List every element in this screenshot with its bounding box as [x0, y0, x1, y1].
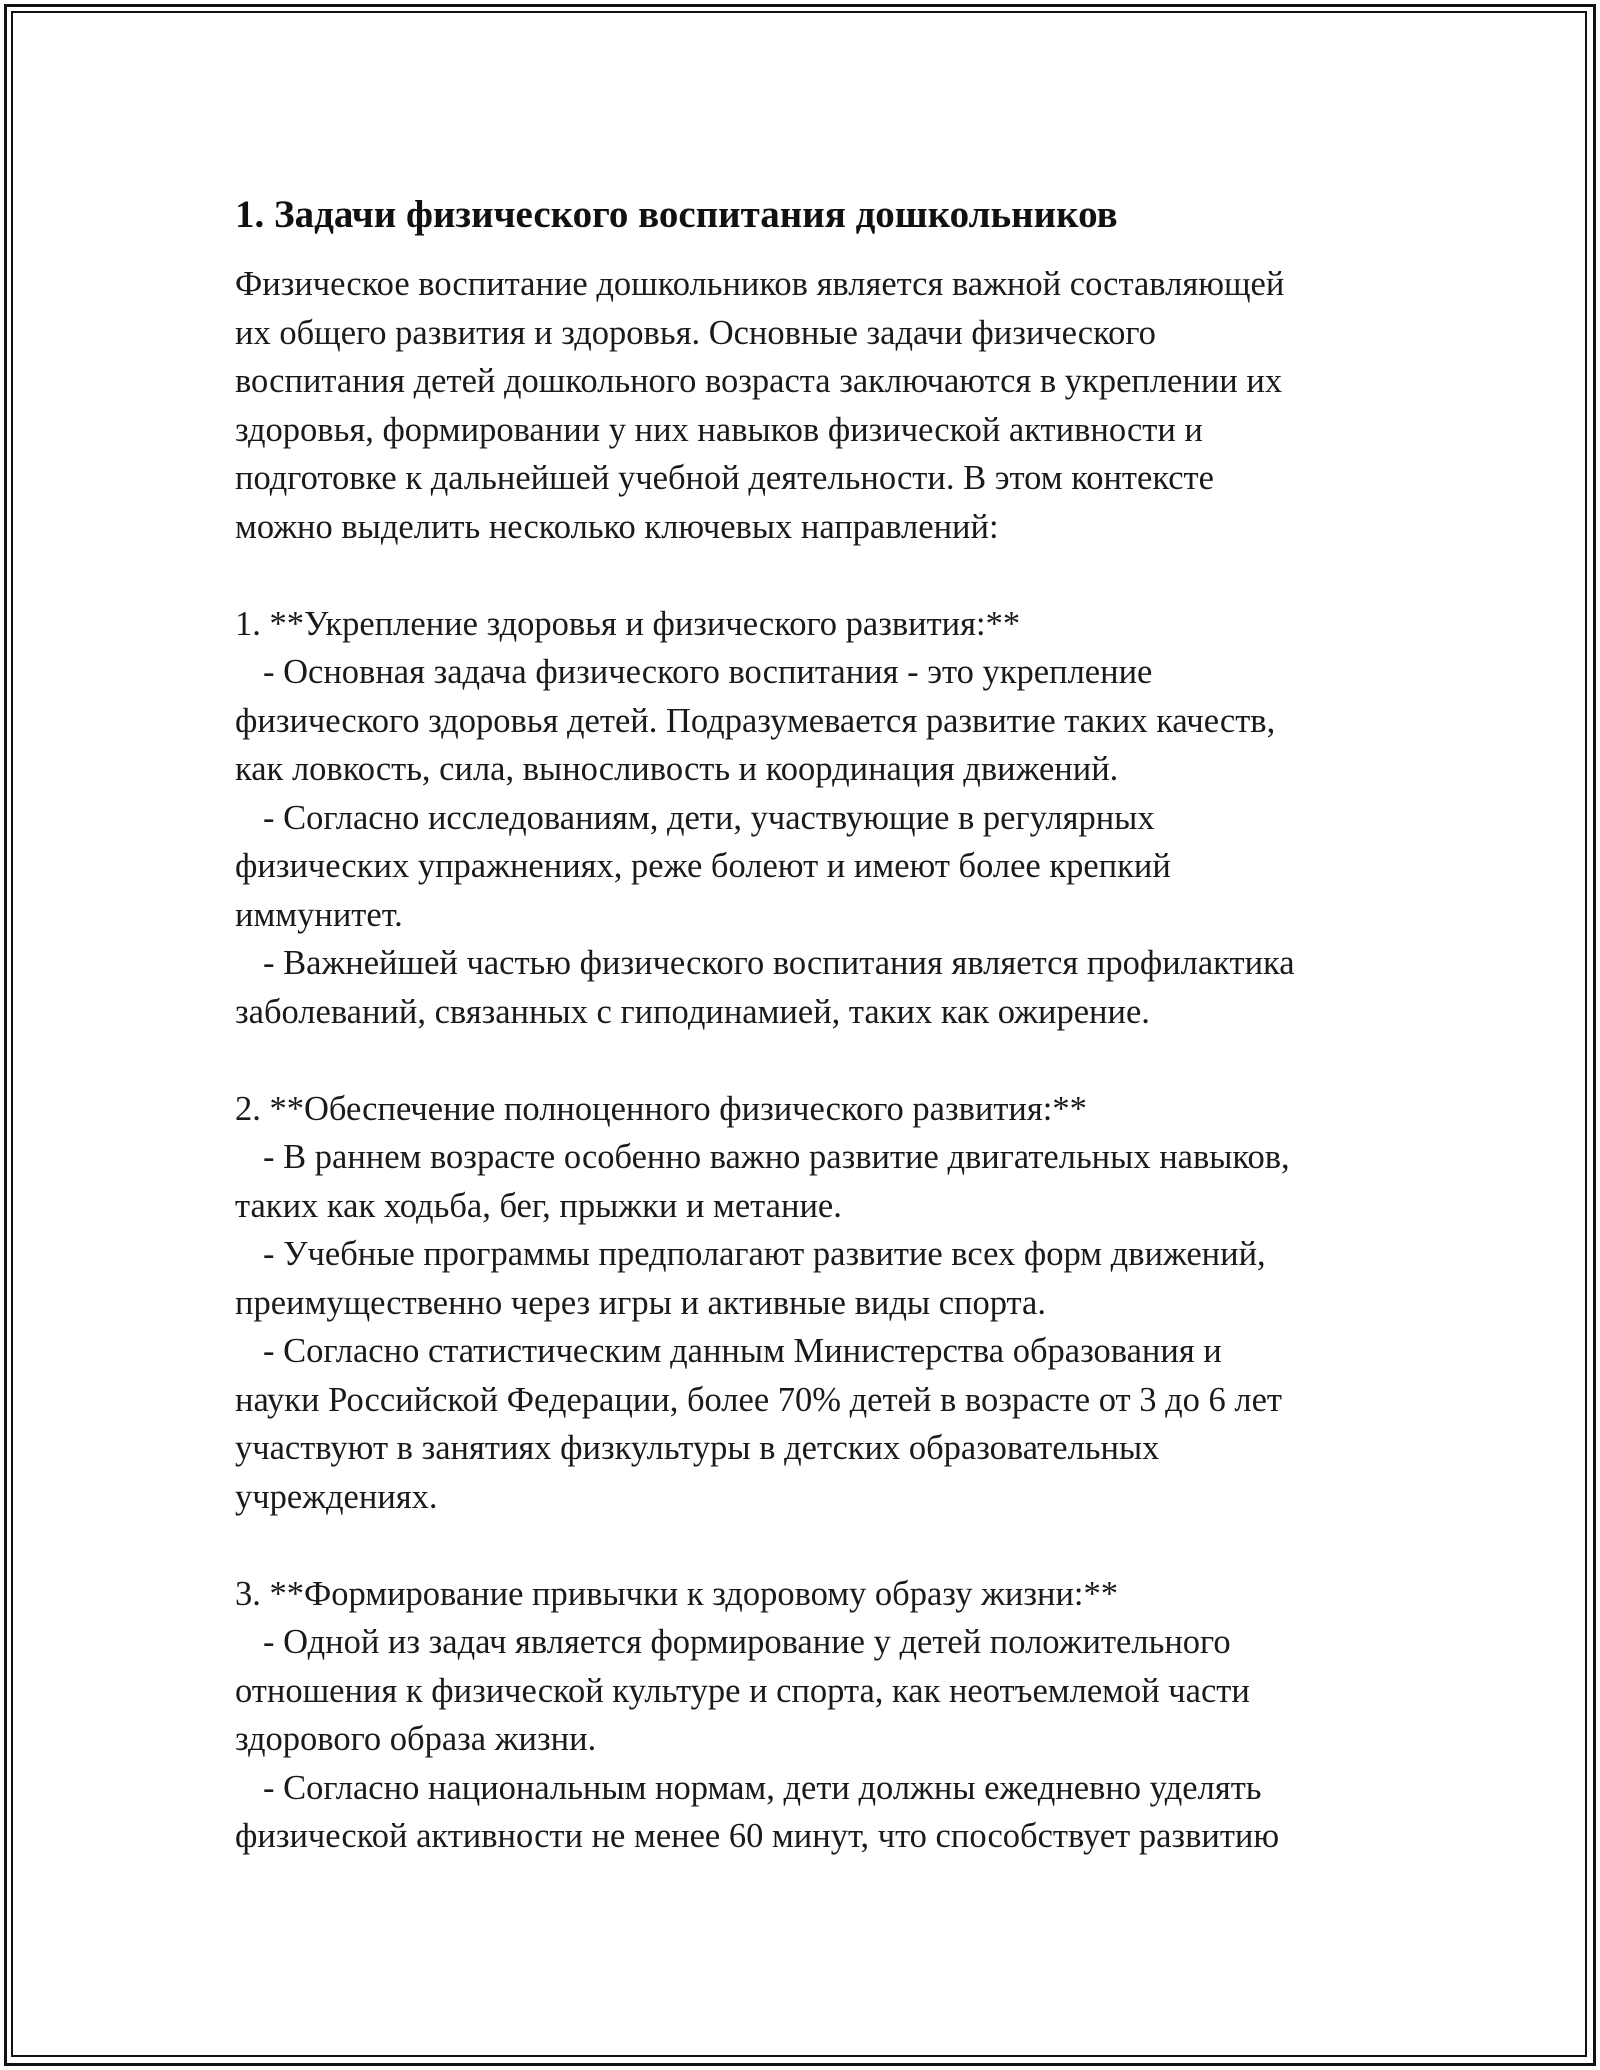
intro-line: можно выделить несколько ключевых направлений: — [235, 507, 999, 546]
bullet-line: - Важнейшей частью физического воспитания является профилактика — [263, 944, 1295, 982]
continuation-line: иммунитет. — [235, 895, 403, 934]
section-2 — [235, 1085, 1385, 1522]
intro-paragraph — [235, 260, 1385, 551]
continuation-line: как ловкость, сила, выносливость и координация движений. — [235, 750, 1119, 788]
intro-line: воспитания детей дошкольного возраста заключаются в укреплении их — [235, 362, 1283, 400]
continuation-line: отношения к физической культуре и спорта, как неотъемлемой части — [235, 1671, 1250, 1710]
intro-line: подготовке к дальнейшей учебной деятельности. В этом контексте — [235, 459, 1214, 497]
document-body — [235, 190, 1385, 1861]
section-heading: 3. **Формирование привычки к здоровому образу жизни:** — [235, 1574, 1119, 1613]
continuation-line: таких как ходьба, бег, прыжки и метание. — [235, 1186, 842, 1225]
bullet-line: - Согласно национальным нормам, дети должны ежедневно уделять — [263, 1768, 1262, 1807]
continuation-line: науки Российской Федерации, более 70% детей в возрасте от 3 до 6 лет — [235, 1380, 1282, 1419]
continuation-line: здорового образа жизни. — [235, 1720, 597, 1758]
continuation-line: учреждениях. — [235, 1477, 438, 1516]
continuation-line: заболеваний, связанных с гиподинамией, таких как ожирение. — [235, 992, 1150, 1031]
document-title: 1. Задачи физического воспитания дошкольников — [235, 193, 1118, 236]
intro-line: Физическое воспитание дошкольников является важной составляющей — [235, 265, 1285, 303]
sections-container — [235, 551, 1385, 1861]
bullet-line: - В раннем возрасте особенно важно развитие двигательных навыков, — [263, 1138, 1290, 1176]
bullet-line: - Основная задача физического воспитания - это укрепление — [263, 653, 1153, 691]
bullet-line: - Согласно статистическим данным Министерства образования и — [263, 1332, 1222, 1370]
section-spacer — [235, 1521, 1385, 1570]
continuation-line: преимущественно через игры и активные виды спорта. — [235, 1283, 1046, 1322]
continuation-line: физических упражнениях, реже болеют и имеют более крепкий — [235, 847, 1171, 885]
section-heading: 1. **Укрепление здоровья и физического развития:** — [235, 604, 1021, 643]
bullet-line: - Учебные программы предполагают развитие всех форм движений, — [263, 1235, 1266, 1273]
section-1 — [235, 600, 1385, 1037]
continuation-line: участвуют в занятиях физкультуры в детских образовательных — [235, 1429, 1160, 1467]
bullet-line: - Одной из задач является формирование у детей положительного — [263, 1623, 1231, 1661]
continuation-line: физической активности не менее 60 минут, что способствует развитию — [235, 1817, 1280, 1855]
bullet-line: - Согласно исследованиям, дети, участвующие в регулярных — [263, 798, 1155, 837]
continuation-line: физического здоровья детей. Подразумевается развитие таких качеств, — [235, 701, 1276, 740]
section-heading: 2. **Обеспечение полноценного физического развития:** — [235, 1089, 1087, 1128]
section-spacer — [235, 1036, 1385, 1085]
section-3 — [235, 1570, 1385, 1861]
section-spacer — [235, 551, 1385, 600]
intro-line: здоровья, формировании у них навыков физической активности и — [235, 410, 1203, 449]
intro-line: их общего развития и здоровья. Основные задачи физического — [235, 313, 1156, 352]
